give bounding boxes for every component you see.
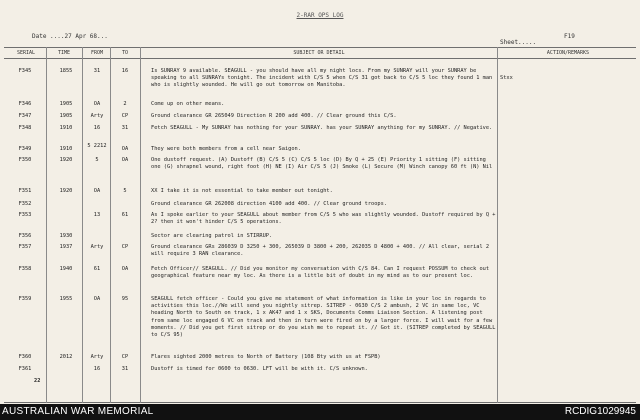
row-time: 1937 [59,244,73,250]
row-serial: F345 [18,68,32,74]
log-title: 2-RAR OPS LOG [296,12,344,19]
page-mark: 22 [34,378,41,384]
row-subject: Flares sighted 2000 metres to North of Battery (108 Bty with us at FSPB) [151,354,381,360]
row-to: 2 [123,101,127,107]
row-to: OA [121,266,129,272]
column-divider [110,47,111,403]
col-action-header: ACTION/REMARKS [546,50,590,56]
row-serial: F352 [18,201,32,207]
row-subject: Is SUNRAY 9 available. SEAGULL - you should have all my night locs. From my SUNRAY will your SUNRAY be speaking to all SUNRAYs tonight. The incident with C/S 5 when C/S 31 got back to C/S 5 loc they found 1 man who is slightly wounded. He will go out tomorrow on Manitoba. [151,68,493,89]
row-time: 1920 [59,188,73,194]
row-from: Arty [90,354,104,360]
row-to: OA [121,157,129,163]
row-subject: SEAGULL fetch officer - Could you give me statement of what information is like in your loc in regards to activities this loc.//We will send you nightly sitrep. SITREP - 0630 C/S 2 ambush, 2 VC in same loc, VC heading North to South on track, 1 x AK47 and 1 x SKS, Documents Comms Liaison Section. A listening post from same loc engaged 6 VC on track and then in turn were fired on by a larger force. I will wait for a few moments. // Did you get first sitrep or do you wish me to repeat it. // Got it. (SITREP completed by SEAGULL to C/S 95) [151,296,496,339]
row-to: OA [121,146,129,152]
row-time: 1930 [59,233,73,239]
row-serial: F349 [18,146,32,152]
archive-footer [0,404,640,420]
row-from: OA [93,101,101,107]
col-subject-header: SUBJECT OR DETAIL [293,50,345,56]
table-bottom-rule [4,402,636,403]
row-subject: Ground clearance GR 262008 direction 4100 add 400. // Clear ground troops. [151,201,387,207]
row-serial: F358 [18,266,32,272]
row-subject: They were both members from a cell near Saigon. [151,146,301,152]
row-time: 1905 [59,101,73,107]
row-subject: As I spoke earlier to your SEAGULL about member from C/S 5 who was slightly wounded. Dustoff required by Q + 2? then it won't hinder C/S 5 operations. [151,212,496,226]
row-serial: F361 [18,366,32,372]
row-serial: F346 [18,101,32,107]
row-serial: F360 [18,354,32,360]
row-from: Arty [90,244,104,250]
row-from: 13 [93,212,101,218]
row-subject: Sector are clearing patrol in STIRRUP. [151,233,273,239]
row-from: 31 [93,68,101,74]
row-serial: F351 [18,188,32,194]
row-time: 1905 [59,113,73,119]
row-subject: Fetch SEAGULL - My SUNRAY has nothing for your SUNRAY. has your SUNRAY anything for my SUNRAY. // Negative. [151,125,493,131]
row-from: 5 2212 [87,143,107,149]
row-serial: F357 [18,244,32,250]
table-top-rule [4,47,636,48]
row-to: 5 [123,188,127,194]
folio-number: F19 [564,33,575,40]
col-time-header: TIME [57,50,71,56]
row-subject: Fetch Officer// SEAGULL. // Did you monitor my conversation with C/S 84. Can I request POSSUM to check out geographical feature near my loc. As there is a little bit of doubt in my mind as to our present loc. [151,266,490,280]
col-serial-header: SERIAL [16,50,36,56]
column-divider [82,47,83,403]
row-serial: F347 [18,113,32,119]
row-to: 16 [121,68,129,74]
row-serial: F353 [18,212,32,218]
row-subject: Ground clearance GR 265049 Direction R 200 add 400. // Clear ground this C/S. [151,113,397,119]
row-to: CP [121,354,129,360]
column-divider [140,47,141,403]
row-from: OA [93,188,101,194]
row-from: 16 [93,366,101,372]
row-from: Arty [90,113,104,119]
row-serial: F356 [18,233,32,239]
row-time: 2012 [59,354,73,360]
row-from: 5 [95,157,99,163]
archive-name: AUSTRALIAN WAR MEMORIAL [2,406,154,417]
row-subject: One dustoff request. (A) Dustoff (B) C/S 5 (C) C/S 5 loc (D) By Q + 25 (E) Priority 1 sitting (F) sitting one (G) shrapnel wound, right foot (H) NE (I) Air C/S 5 (J) Smoke (L) Secure (M) Winch canopy 60 ft (N) Nil [151,157,493,171]
row-subject: Come up on other means. [151,101,225,107]
row-time: 1940 [59,266,73,272]
sheet-number: Sheet..... [500,39,537,46]
row-serial: F350 [18,157,32,163]
row-time: 1920 [59,157,73,163]
row-subject: Dustoff is timed for 0600 to 0630. LFT will be with it. C/S unknown. [151,366,368,372]
row-from: OA [93,296,101,302]
col-from-header: FROM [90,50,104,56]
row-time: 1855 [59,68,73,74]
row-to: 95 [121,296,129,302]
row-to: 61 [121,212,129,218]
log-date: Date ....27 Apr 68... [32,33,108,40]
row-action: Stxx [500,75,513,81]
col-to-header: TO [121,50,129,56]
row-time: 1955 [59,296,73,302]
row-to: 31 [121,366,129,372]
column-divider [46,47,47,403]
row-time: 1910 [59,146,73,152]
row-subject: XX I take it is not essential to take member out tonight. [151,188,333,194]
row-serial: F348 [18,125,32,131]
row-serial: F359 [18,296,32,302]
row-to: CP [121,113,129,119]
row-to: 31 [121,125,129,131]
row-from: 16 [93,125,101,131]
row-to: CP [121,244,129,250]
row-subject: Ground clearance GRs 286039 D 3250 + 300, 265039 D 3800 + 200, 262035 D 4800 + 400. // All clear, serial 2 will require 3 RAN clearance. [151,244,490,258]
header-bottom-rule [4,58,636,59]
record-id: RCDIG1029945 [564,406,636,417]
row-time: 1910 [59,125,73,131]
row-from: 61 [93,266,101,272]
column-divider [497,47,498,403]
